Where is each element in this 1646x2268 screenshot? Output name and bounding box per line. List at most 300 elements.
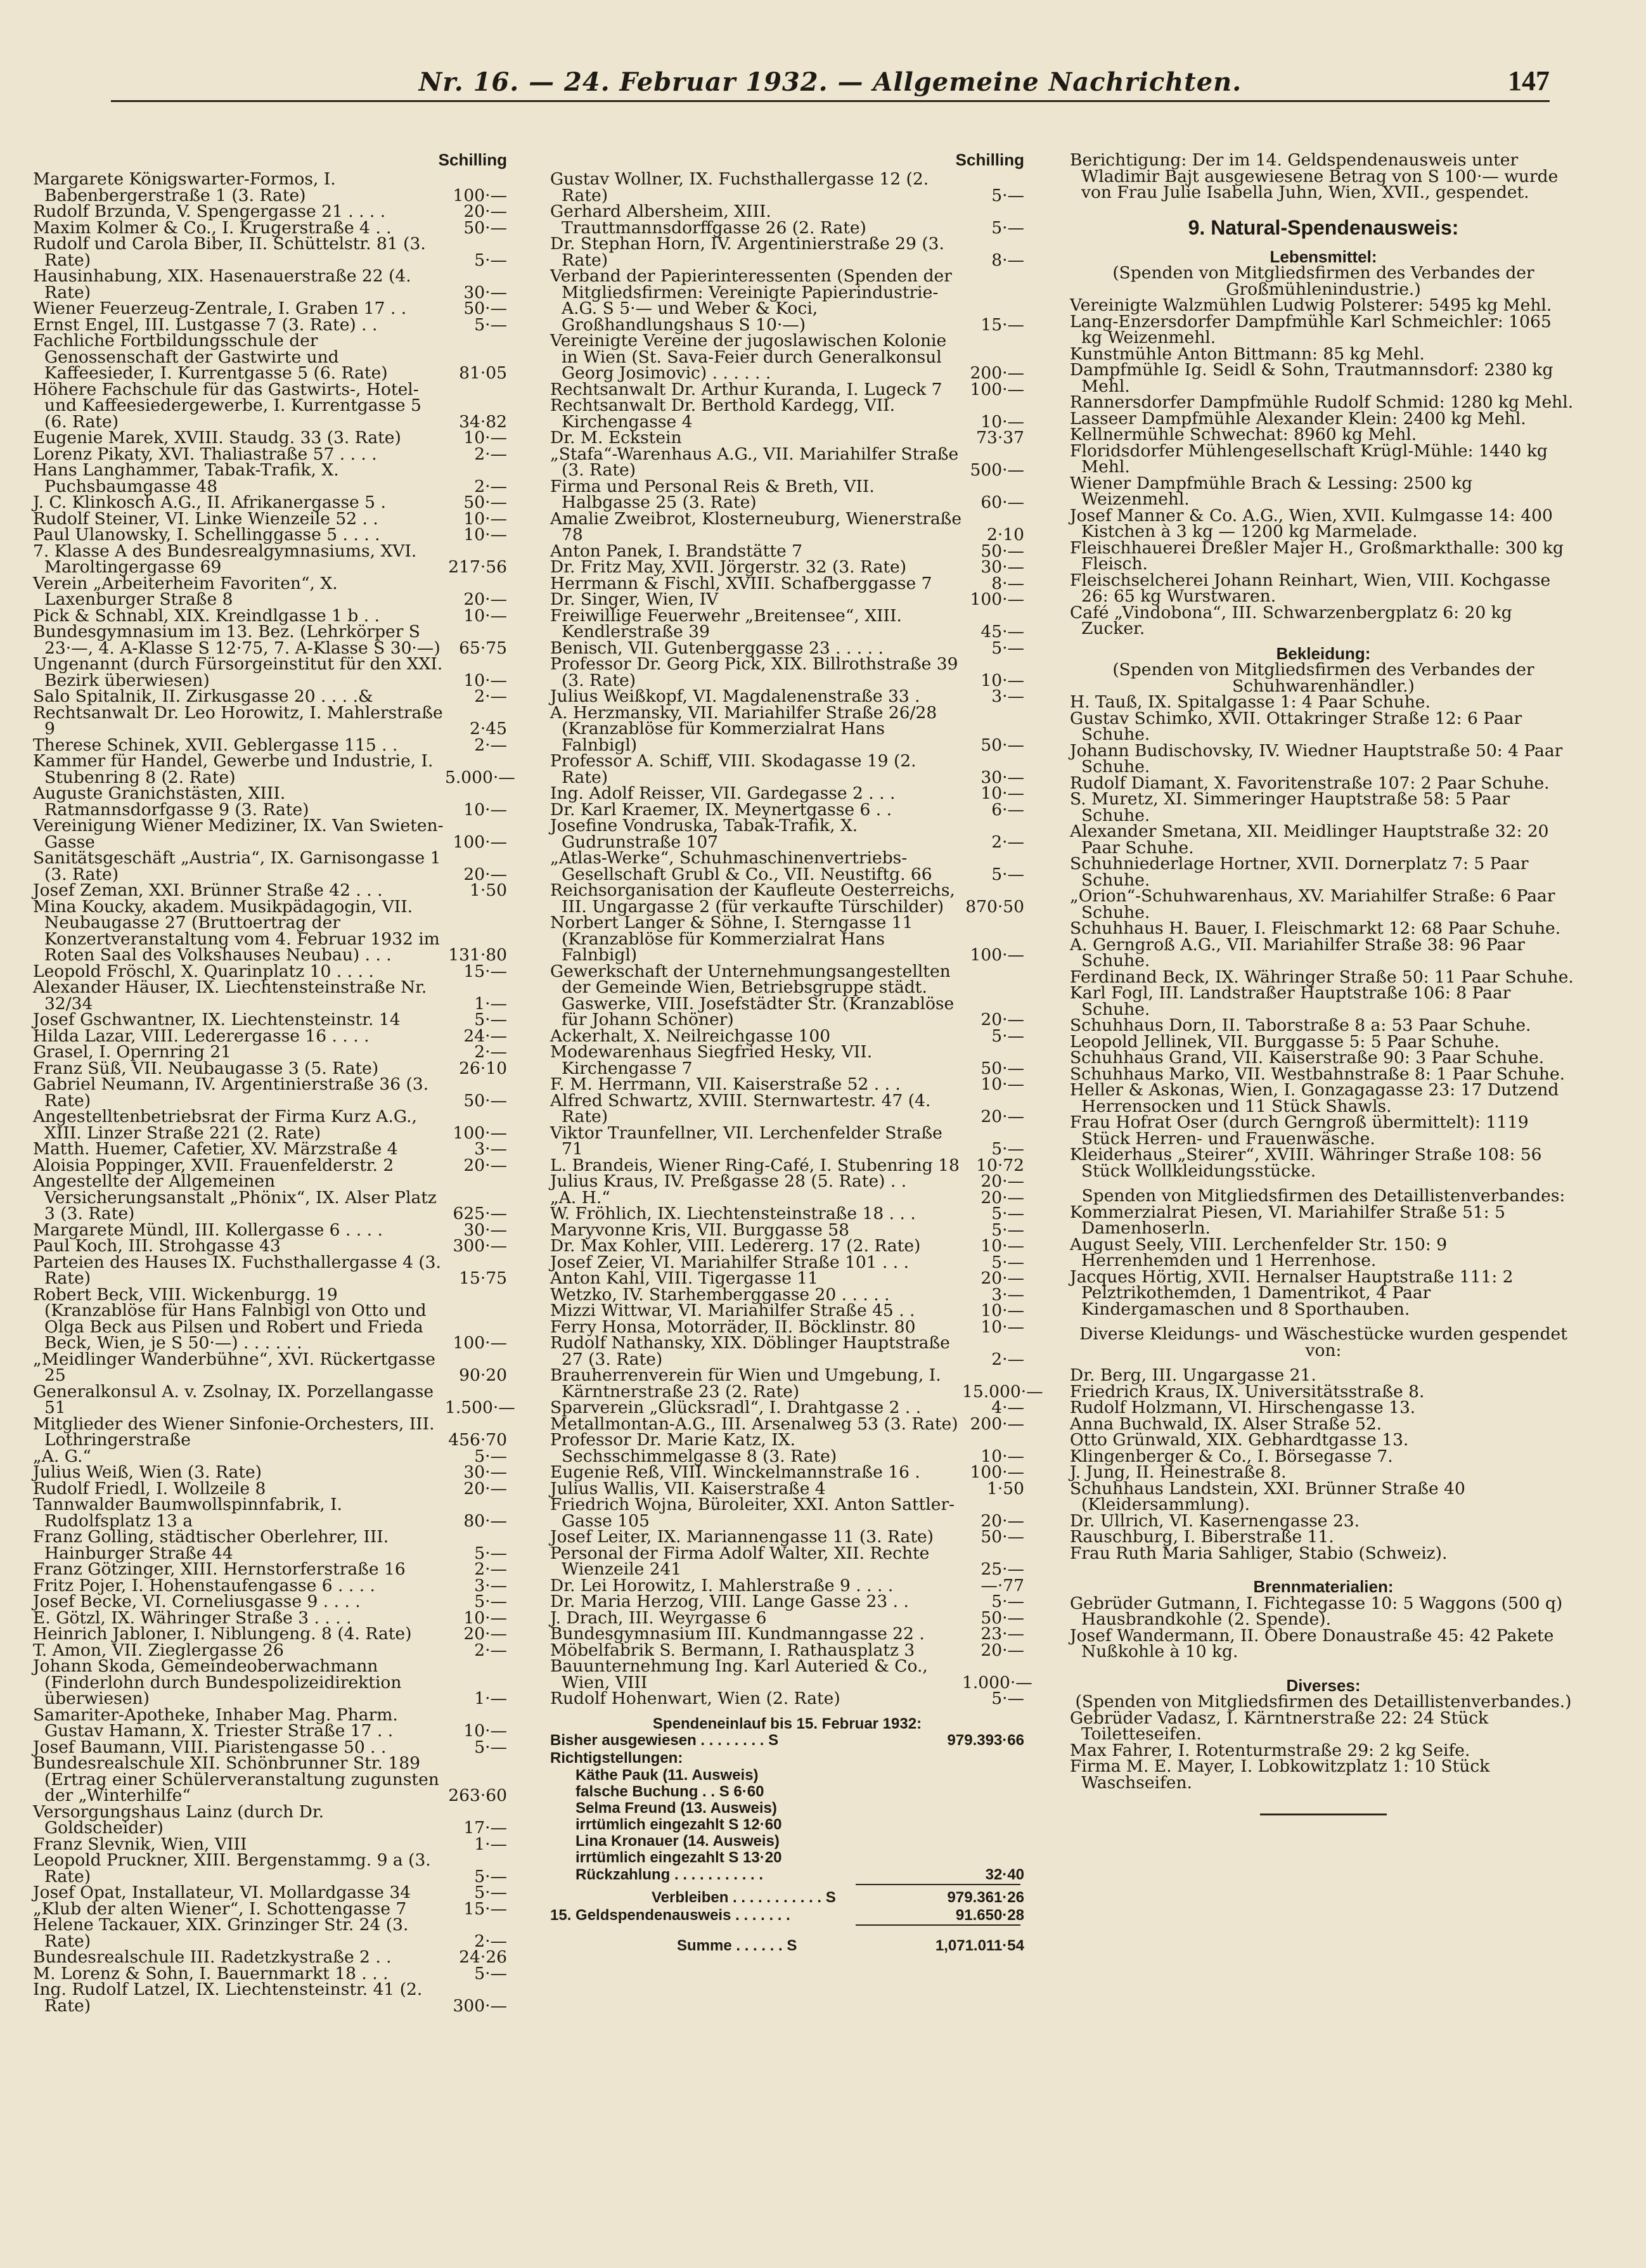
donor-name: Lorenz Pikaty, XVI. Thaliastraße 57 . . . . (33, 444, 377, 464)
donor-name: Franz Götzinger, XIII. Hernstorferstraße 16 (33, 1559, 406, 1579)
donor-name: Rudolf Friedl, I. Wollzeile 8 (33, 1478, 266, 1498)
summary-rueck-label: Rückzahlung . . . . . . . . . . . (575, 1866, 764, 1883)
donor-name: Josef Leiter, IX. Mariannengasse 11 (3. Rate) (550, 1527, 934, 1547)
donation-amount: 90·20 (459, 1365, 507, 1385)
list-item: Gustav Schimko, XVII. Ottakringer Straße 12: 6 Paar Schuhe. (1070, 708, 1522, 744)
donation-amount: 50·— (981, 1058, 1024, 1078)
donor-name: Pick & Schnabl, XIX. Kreindlgasse 1 b . . (33, 605, 380, 626)
donation-entry (550, 1400, 1024, 1416)
header-title: Nr. 16. — 24. Februar 1932. — Allgemeine Nachrichten. (418, 67, 1242, 97)
donation-amount: 1·50 (469, 880, 507, 900)
donation-entry (33, 1141, 507, 1157)
donor-name: Julius Weiß, Wien (3. Rate) (33, 1462, 262, 1482)
donation-entry (33, 1594, 507, 1610)
donor-name: M. Lorenz & Sohn, I. Bauernmarkt 18 . . . (33, 1963, 389, 1983)
lebensmittel-list (1070, 297, 1577, 637)
donation-amount: 3·— (474, 1575, 507, 1595)
donor-name: Josef Gschwantner, IX. Liechtensteinstr. 14 (33, 1010, 401, 1029)
donation-entry (550, 430, 1024, 446)
donation-amount: 2·— (991, 1349, 1024, 1369)
donation-amount: 10·— (463, 525, 507, 544)
donation-entry (33, 1109, 507, 1141)
donation-amount: 50·— (981, 1608, 1024, 1628)
donation-entry (550, 688, 1024, 705)
donation-entry (33, 573, 507, 609)
donor-name: Franz Süß, VII. Neubaugasse 3 (5. Rate) (33, 1058, 379, 1078)
donation-entry (33, 882, 507, 899)
donor-name: Viktor Traunfellner, VII. Lerchenfelder Straße 71 (550, 1123, 942, 1159)
donation-entry (550, 171, 1024, 203)
brenn-list (1070, 1595, 1577, 1660)
donation-amount: 15·75 (459, 1268, 507, 1288)
donation-amount: 300·— (453, 1995, 507, 2016)
donation-amount: 5·— (991, 185, 1024, 205)
donor-name: Johann Skoda, Gemeindeoberwachmann (Finderlohn durch Bundespolizeidirektion überwiesen) (33, 1656, 402, 1708)
donor-name: Rechtsanwalt Dr. Arthur Kuranda, I. Lugeck 7 (550, 379, 942, 399)
donor-name: Firma und Personal Reis & Breth, VII. Halbgasse 25 (3. Rate) (550, 476, 875, 512)
donation-amount: 30·— (463, 1220, 507, 1240)
bekleidung-intro: (Spenden von Mitgliedsfirmen des Verbandes der Schuhwarenhändler.) (1112, 660, 1534, 696)
natural-section-title: 9. Natural-Spendenausweis: (1188, 216, 1459, 239)
donation-amount: 20·— (463, 590, 507, 609)
donor-name: L. Brandeis, Wiener Ring-Café, I. Stubenring 18 (550, 1155, 960, 1175)
donor-name: Gewerkschaft der Unternehmungsangestellten der Gemeinde Wien, Betriebsgruppe städt. Gaswerke, VIII. Josefstädter Str. (Kranzablöse für Johann Schöner) (550, 961, 955, 1029)
list-item: Josef Wandermann, II. Obere Donaustraße 45: 42 Pakete Nußkohle à 10 kg. (1070, 1625, 1554, 1661)
summary-block (550, 1716, 1024, 1956)
bekleidung-list (1070, 694, 1577, 1179)
donor-name: Anton Kahl, VIII. Tigergasse 11 (550, 1268, 818, 1288)
list-item: Schuhhaus Grand, VII. Kaiserstraße 90: 3 Paar Schuhe. (1070, 1048, 1545, 1067)
donor-name: „Atlas-Werke“, Schuhmaschinenvertriebs-Gesellschaft Grubl & Co., VII. Neustiftg. 66 (550, 848, 932, 884)
donation-entry (550, 882, 1024, 915)
donation-amount: 870·50 (965, 896, 1024, 917)
donation-entry (33, 1464, 507, 1481)
list-item: Dr. Ullrich, VI. Kasernengasse 23. (1070, 1511, 1360, 1531)
donor-name: Fachliche Fortbildungsschule der Genossenschaft der Gastwirte und Kaffeesieder, I. Kurrentgasse 5 (6. Rate) (33, 331, 388, 383)
list-item: Kunstmühle Anton Bittmann: 85 kg Mehl. (1070, 344, 1425, 364)
donation-amount: 10·— (981, 1317, 1024, 1337)
donor-name: Dr. Karl Kraemer, IX. Meynertgasse 6 . . (550, 799, 892, 820)
donor-name: Eugenie Marek, XVIII. Staudg. 33 (3. Rate) (33, 428, 401, 448)
donation-entry (33, 203, 507, 220)
donation-amount: 3·— (991, 686, 1024, 706)
donor-name: Professor Dr. Georg Pick, XIX. Billrothstraße 39 (3. Rate) (550, 654, 958, 690)
donor-name: Bundesgymnasium III. Kundmanngasse 22 . (550, 1624, 925, 1644)
donor-name: J. Drach, III. Weyrgasse 6 (550, 1608, 767, 1628)
donor-name: Rudolf Hohenwart, Wien (2. Rate) (550, 1689, 840, 1708)
donation-entry (550, 1173, 1024, 1190)
list-item: Lang-Enzersdorfer Dampfmühle Karl Schmeichler: 1065 kg Weizenmehl. (1070, 311, 1552, 347)
donation-amount: 24·26 (459, 1947, 507, 1967)
donation-amount: 50·— (981, 1527, 1024, 1547)
donor-name: Bundesgymnasium im 13. Bez. (Lehrkörper S 23·—, 4. A-Klasse S 12·75, 7. A-Klasse S 30·—) (33, 622, 440, 658)
donation-amount: 10·— (463, 428, 507, 448)
donation-entry (33, 268, 507, 300)
donation-entry (33, 1755, 507, 1804)
donor-name: Julius Wallis, VII. Kaiserstraße 4 (550, 1478, 826, 1498)
donation-entry (550, 785, 1024, 802)
donation-entry (550, 1090, 1024, 1126)
donation-entry (550, 1365, 1043, 1401)
donation-amount: 100·— (970, 590, 1024, 609)
column-2-head: Schilling (955, 150, 1024, 169)
lebensmittel-title: Lebensmittel: (1270, 247, 1377, 266)
detail-list (1070, 1204, 1577, 1318)
donation-amount: 200·— (970, 363, 1024, 383)
donor-name: F. M. Herrmann, VII. Kaiserstraße 52 . . . (550, 1074, 901, 1094)
donation-amount: 2·— (474, 444, 507, 464)
donor-name: „Stafa“-Warenhaus A.G., VII. Mariahilfer Straße (3. Rate) (550, 444, 959, 480)
donation-amount: 200·— (970, 1414, 1024, 1434)
donor-name: Hans Langhammer, Tabak-Trafik, X. Puchsbaumgasse 48 (33, 460, 339, 496)
donation-entry (33, 300, 507, 317)
list-item: Karl Fogl, III. Landstraßer Hauptstraße 106: 8 Paar Schuhe. (1070, 983, 1511, 1019)
donation-amount: 10·— (463, 605, 507, 626)
list-item: Wiener Dampfmühle Brach & Lessing: 2500 kg Weizenmehl. (1070, 473, 1473, 509)
donor-name: Rudolf Brzunda, V. Spengergasse 21 . . . . (33, 202, 386, 221)
summary-ausweis (550, 1907, 1024, 1924)
donation-entry (33, 785, 507, 818)
donation-amount: 15·— (463, 1898, 507, 1919)
donation-amount: 81·05 (459, 363, 507, 383)
list-item: Kommerzialrat Piesen, VI. Mariahilfer Straße 51: 5 Damenhoserln. (1070, 1202, 1506, 1238)
donation-entry (33, 702, 507, 738)
donation-entry (550, 1464, 1024, 1481)
donation-amount: 17·— (463, 1818, 507, 1838)
donation-entry (550, 1497, 1024, 1529)
donation-amount: 65·75 (459, 638, 507, 658)
list-item: Rudolf Holzmann, VI. Hirschengasse 13. (1070, 1398, 1416, 1417)
correction-line (550, 1833, 1024, 1850)
donation-entry (33, 1238, 507, 1254)
donation-amount: 20·— (981, 1010, 1024, 1029)
donor-name: J. C. Klinkosch A.G., II. Afrikanergasse 5 . (33, 493, 386, 512)
donor-name: „A. H.“ (550, 1187, 610, 1208)
donation-entry (550, 236, 1024, 268)
column-3 (1070, 152, 1577, 1815)
donation-amount: 100·— (970, 1462, 1024, 1482)
donation-amount: 217·56 (448, 557, 507, 577)
donor-name: E. Götzl, IX. Währinger Straße 3 . . . . (33, 1608, 352, 1628)
donation-amount: 20·— (981, 1511, 1024, 1531)
donor-name: W. Fröhlich, IX. Liechtensteinstraße 18 . . . (550, 1204, 916, 1223)
donor-name: Fritz Pojer, I. Hohenstaufengasse 6 . . . . (33, 1575, 375, 1595)
page-number: 147 (1508, 65, 1550, 96)
donation-entry (550, 268, 1024, 333)
donation-entry (550, 1545, 1024, 1578)
donation-amount: 2·— (991, 832, 1024, 852)
donor-name: Grasel, I. Opernring 21 (33, 1042, 231, 1062)
correction-line (550, 1784, 1024, 1800)
donation-amount: 5·— (991, 1026, 1024, 1046)
donation-amount: 100·— (970, 945, 1024, 965)
diverses-intro: (Spenden von Mitgliedsfirmen des Detaillistenverbandes.) (1075, 1692, 1572, 1711)
donation-entry (33, 1949, 507, 1966)
donation-entry (33, 688, 507, 705)
donor-name: Auguste Granichstästen, XIII. Ratmannsdorfgasse 9 (3. Rate) (33, 783, 309, 820)
donor-name: Josef Baumann, VIII. Piaristengasse 50 . . (33, 1737, 387, 1757)
correction-text: irrtümlich eingezahlt S 12·60 (575, 1816, 782, 1833)
donation-entry (550, 818, 1024, 850)
donation-entry (33, 462, 507, 494)
correction-line (550, 1850, 1024, 1866)
corrections-heading: Richtigstellungen: (550, 1749, 683, 1767)
donor-name: Metallmontan-A.G., III. Arsenalweg 53 (3. Rate) (550, 1414, 958, 1434)
donor-name: Dr. Fritz May, XVII. Jörgerstr. 32 (3. Rate) (550, 557, 907, 577)
donor-name: Josef Opat, Installateur, VI. Mollardgasse 34 (33, 1883, 411, 1902)
list-item: Schuhhaus Landstein, XXI. Brünner Straße 40 (Kleidersammlung). (1070, 1478, 1465, 1514)
column-2 (550, 150, 1043, 1955)
donation-amount: 5·— (474, 314, 507, 335)
donor-name: Ing. Rudolf Latzel, IX. Liechtensteinstr. 41 (2. Rate) (33, 1980, 423, 2016)
donation-amount: 2·45 (469, 719, 507, 738)
column-2-entries (550, 169, 1043, 1708)
donor-name: Reichsorganisation der Kaufleute Oesterreichs, III. Ungargasse 2 (für verkaufte Türschilder) (550, 880, 955, 917)
donor-name: Kammer für Handel, Gewerbe und Industrie, I. Stubenring 8 (2. Rate) (33, 751, 434, 787)
donor-name: Leopold Pruckner, XIII. Bergenstammg. 9 a (3. Rate) (33, 1850, 431, 1886)
donation-entry (33, 818, 507, 850)
donation-amount: 300·— (453, 1236, 507, 1256)
donation-amount: 2·— (474, 476, 507, 496)
donation-amount: 2·— (474, 1640, 507, 1660)
donor-name: Anton Panek, I. Brandstätte 7 (550, 541, 802, 561)
donation-amount: 24·— (463, 1026, 507, 1046)
donation-entry (33, 543, 507, 576)
diverses-list (1070, 1710, 1577, 1791)
donation-amount: 5·— (474, 1592, 507, 1611)
donor-name: „Meidlinger Wanderbühne“, XVI. Rückertgasse 25 (33, 1349, 435, 1385)
donor-name: Professor Dr. Marie Katz, IX. Sechsschimmelgasse 8 (3. Rate) (550, 1430, 837, 1466)
donor-name: Vereinigung Wiener Mediziner, IX. Van Swieten-Gasse (33, 816, 444, 852)
donor-name: Gustav Wollner, IX. Fuchsthallergasse 12 (2. Rate) (550, 169, 929, 205)
donation-amount: 263·60 (448, 1786, 507, 1805)
donor-name: Herrmann & Fischl, XVIII. Schafberggasse 7 (550, 573, 932, 593)
donor-name: Bundesrealschule XII. Schönbrunner Str. 189 (Ertrag einer Schülerveranstaltung zugunsten der „Winterhilfe“ (33, 1753, 439, 1805)
donor-name: Franz Slevnik, Wien, VIII (33, 1834, 247, 1854)
donation-entry (550, 1432, 1024, 1464)
donation-entry (550, 1594, 1024, 1610)
donor-name: Ing. Adolf Reisser, VII. Gardegasse 2 . . . (550, 783, 896, 803)
summary-summe-value: 1,071.011·54 (935, 1937, 1024, 1954)
donor-name: „Klub der alten Wiener“, I. Schottengasse 7 (33, 1898, 407, 1919)
donation-amount: 5·— (991, 1592, 1024, 1611)
donor-name: Sparverein „Glücksradl“, I. Drahtgasse 2 . . (550, 1398, 922, 1417)
donation-entry (550, 559, 1024, 576)
donation-amount: 23·— (981, 1624, 1024, 1644)
donation-entry (550, 1206, 1024, 1222)
donation-amount: —·77 (981, 1575, 1024, 1595)
donation-entry (550, 1270, 1024, 1287)
donation-entry (550, 605, 1024, 641)
donation-amount: 30·— (981, 557, 1024, 577)
donor-name: Höhere Fachschule für das Gastwirts-, Hotel- und Kaffeesiedergewerbe, I. Kurrentgasse 5 (6. Rate) (33, 379, 421, 432)
donor-name: Dr. Maria Herzog, VIII. Lange Gasse 23 . . (550, 1592, 909, 1611)
donation-entry (33, 1044, 507, 1060)
donation-amount: 5·— (991, 1689, 1024, 1708)
donor-name: Mina Koucky, akadem. Musikpädagogin, VII. Neubaugasse 27 (Bruttoertrag der Konzertveranstaltung vom 4. Februar 1932 im Roten Saal des Volkshauses Neubau) . . . (33, 896, 440, 965)
donation-amount: 10·— (463, 1721, 507, 1741)
donation-amount: 2·— (474, 686, 507, 706)
donation-amount: 30·— (463, 282, 507, 302)
list-item: Floridsdorfer Mühlengesellschaft Krügl-Mühle: 1440 kg Mehl. (1070, 441, 1548, 477)
donation-entry (33, 896, 507, 965)
corrections-list (550, 1767, 1024, 1866)
donation-amount: 2·— (474, 1042, 507, 1062)
list-item: Café „Vindobona“, III. Schwarzenbergplatz 6: 20 kg Zucker. (1070, 602, 1512, 638)
donation-amount: 20·— (463, 1624, 507, 1644)
list-item: Gebrüder Vadasz, I. Kärntnerstraße 22: 24 Stück Toiletteseifen. (1070, 1708, 1489, 1744)
donation-amount: 26·10 (459, 1058, 507, 1078)
donor-name: Brauherrenverein für Wien und Umgebung, I. Kärntnerstraße 23 (2. Rate) (550, 1365, 941, 1401)
donation-amount: 1·— (474, 1689, 507, 1708)
donation-amount: 73·37 (976, 428, 1024, 448)
donation-amount: 50·— (981, 735, 1024, 755)
list-item: Friedrich Kraus, IX. Universitätsstraße 8. (1070, 1381, 1425, 1401)
donation-amount: 10·— (981, 1301, 1024, 1320)
donor-name: Personal der Firma Adolf Walter, XII. Rechte Wienzeile 241 (550, 1543, 930, 1579)
donation-amount: 2·— (474, 1559, 507, 1579)
donation-entry (550, 508, 1024, 544)
donation-entry (33, 379, 507, 432)
donor-name: A. Herzmansky, VII. Mariahilfer Straße 26/28 (Kranzablöse für Kommerzialrat Hans Falnbigl) (550, 702, 937, 755)
donor-name: Hilda Lazar, VIII. Lederergasse 16 . . . . (33, 1026, 370, 1046)
list-item: Jacques Hörtig, XVII. Hernalser Hauptstraße 111: 2 Pelztrikothemden, 1 Damentrikot, 4 Paar Kindergamaschen und 8 Sporthauben. (1070, 1266, 1514, 1319)
donor-name: Mizzi Wittwar, VI. Mariahilfer Straße 45 . . (550, 1301, 915, 1320)
list-item: Gebrüder Gutmann, I. Fichtegasse 10: 5 Waggons (500 q) Hausbrandkohle (2. Spende). (1070, 1593, 1563, 1629)
donation-amount: 30·— (463, 1462, 507, 1482)
donation-amount: 2·— (474, 735, 507, 755)
donor-name: Josef Zeier, VI. Mariahilfer Straße 101 . . . (550, 1252, 910, 1272)
donation-entry (33, 1351, 507, 1384)
donor-name: Verband der Papierinteressenten (Spenden der Mitgliedsfirmen: Vereinigte Papierindustrie-A.G. S 5·— und Weber & Koci, Großhandlungshaus S 10·—) (550, 266, 952, 335)
correction-text: Käthe Pauk (11. Ausweis) (575, 1767, 759, 1784)
list-item: Ferdinand Beck, IX. Währinger Straße 50: 11 Paar Schuhe. (1070, 967, 1574, 987)
summary-bisher-label: Bisher ausgewiesen . . . . . . . . S (550, 1732, 779, 1749)
list-item: Leopold Jellinek, VII. Burggasse 5: 5 Paar Schuhe. (1070, 1031, 1500, 1052)
correction-note: Berichtigung: Der im 14. Geldspendenausweis unter Wladimir Bajt ausgewiesene Betrag von S 100·— wurde von Frau Julie Isabella Juhn, Wien, XVII., gespendet. (1070, 150, 1559, 202)
list-item: A. Gerngroß A.G., VII. Mariahilfer Straße 38: 96 Paar Schuhe. (1070, 934, 1525, 970)
summary-verbl-label: Verbleiben . . . . . . . . . . . S (652, 1889, 836, 1906)
donation-entry (33, 1529, 507, 1561)
donation-amount: 5.000·— (445, 767, 515, 787)
donor-name: Ungenannt (durch Fürsorgeinstitut für den XXI. Bezirk überwiesen) (33, 654, 443, 690)
list-item: Dampfmühle Ig. Seidl & Sohn, Trautmannsdorf: 2380 kg Mehl. (1070, 360, 1553, 396)
donor-name: Vereinigte Vereine der jugoslawischen Kolonie in Wien (St. Sava-Feier durch Generalkonsul Georg Josimovic) . . . . . . (550, 331, 947, 383)
donor-name: Matth. Huemer, Cafetier, XV. Märzstraße 4 (33, 1139, 398, 1159)
donation-amount: 10·— (463, 1608, 507, 1628)
donation-entry (33, 624, 507, 656)
donation-amount: 10·— (981, 1236, 1024, 1256)
donor-name: Mitglieder des Wiener Sinfonie-Orchesters, III. Lothringerstraße (33, 1414, 435, 1450)
donation-amount: 100·— (453, 832, 507, 852)
donor-name: Julius Weißkopf, VI. Magdalenenstraße 33 . (550, 686, 920, 706)
summary-summe (550, 1937, 1024, 1955)
donation-amount: 10·— (981, 411, 1024, 432)
donor-name: Eugenie Reß, VIII. Winckelmannstraße 16 . (550, 1462, 920, 1482)
donor-name: Versorgungshaus Lainz (durch Dr. Goldscheider) (33, 1801, 325, 1838)
donation-amount: 20·— (463, 202, 507, 221)
donation-amount: 100·— (453, 185, 507, 205)
correction-text: Selma Freund (13. Ausweis) (575, 1800, 777, 1817)
donation-entry (33, 236, 507, 268)
donation-amount: 8·— (991, 250, 1024, 270)
list-item: Johann Budischovsky, IV. Wiedner Hauptstraße 50: 4 Paar Schuhe. (1070, 740, 1563, 776)
list-item: Kellnermühle Schwechat: 8960 kg Mehl. (1070, 425, 1417, 444)
donation-amount: 10·— (463, 508, 507, 529)
donation-amount: 100·— (970, 379, 1024, 399)
donation-amount: 20·— (463, 1155, 507, 1175)
donation-entry (550, 1529, 1024, 1545)
list-item: Rauschburg, I. Biberstraße 11. (1070, 1527, 1334, 1547)
donor-name: Generalkonsul A. v. Zsolnay, IX. Porzellangasse 51 (33, 1381, 434, 1417)
donor-name: Norbert Langer & Söhne, I. Sterngasse 11 (Kranzablöse für Kommerzialrat Hans Falnbigl) (550, 913, 913, 965)
donation-amount: 4·— (991, 1398, 1024, 1417)
lebensmittel-intro: (Spenden von Mitgliedsfirmen des Verbandes der Großmühlenindustrie.) (1112, 263, 1534, 299)
donation-entry (33, 1658, 507, 1707)
diverse-kleid-intro: Diverse Kleidungs- und Wäschestücke wurden gespendet von: (1079, 1324, 1567, 1360)
summary-rule-2 (856, 1924, 1020, 1926)
list-item: Anna Buchwald, IX. Alser Straße 52. (1070, 1414, 1382, 1434)
list-item: Otto Grünwald, XIX. Gebhardtgasse 13. (1070, 1430, 1409, 1450)
donation-entry (33, 1076, 507, 1109)
donation-amount: 10·— (463, 799, 507, 820)
donation-entry (33, 1173, 507, 1222)
donation-entry (33, 1012, 507, 1028)
donation-entry (550, 591, 1024, 608)
donor-name: Dr. Lei Horowitz, I. Mahlerstraße 9 . . . . (550, 1575, 894, 1595)
donation-amount: 500·— (970, 460, 1024, 480)
donation-entry (33, 1704, 507, 1741)
donor-name: Dr. Max Kohler, VIII. Ledererg. 17 (2. Rate) (550, 1236, 921, 1256)
diverse-kleid-list (1070, 1367, 1577, 1561)
list-item: Kleiderhaus „Steirer“, XVIII. Währinger Straße 108: 56 Stück Wollkleidungsstücke. (1070, 1145, 1542, 1181)
correction-line (550, 1800, 1024, 1817)
donation-entry (33, 171, 507, 203)
donation-entry (33, 1852, 507, 1885)
list-item: Fleischhauerei Dreßler Majer H., Großmarkthalle: 300 kg Fleisch. (1070, 538, 1564, 574)
donation-amount: 5·— (474, 1010, 507, 1029)
donation-entry (33, 1561, 507, 1578)
correction-line (550, 1817, 1024, 1833)
donation-amount: 20·— (981, 1171, 1024, 1191)
donation-amount: 625·— (453, 1204, 507, 1223)
donor-name: Robert Beck, VIII. Wickenburgg. 19 (Kranzablöse für Hans Falnbigl von Otto und Olga Beck aus Pilsen und Robert und Frieda Beck, Wien, je S 50·—) . . . . . . (33, 1284, 427, 1353)
donation-entry (550, 963, 1024, 1028)
donor-name: Wiener Feuerzeug-Zentrale, I. Graben 17 . . (33, 299, 407, 318)
donation-amount: 100·— (453, 1123, 507, 1143)
donor-name: Bauunternehmung Ing. Karl Auteried & Co., Wien, VIII (550, 1656, 928, 1692)
list-item: Alexander Smetana, XII. Meidlinger Hauptstraße 32: 20 Paar Schuhe. (1070, 822, 1549, 858)
donation-entry (550, 753, 1024, 785)
donation-amount: 45·— (981, 622, 1024, 641)
brenn-title: Brennmaterialien: (1253, 1577, 1394, 1596)
donor-name: Rudolf und Carola Biber, II. Schüttelstr. 81 (3. Rate) (33, 234, 426, 270)
summary-bisher-value: 979.393·66 (947, 1732, 1024, 1749)
donor-name: Dr. M. Eckstein (550, 428, 682, 448)
donor-name: Verein „Arbeiterheim Favoriten“, X. Laxenburger Straße 8 (33, 573, 338, 609)
donor-name: Friedrich Wojna, Büroleiter, XXI. Anton Sattler-Gasse 105 (550, 1495, 955, 1531)
summary-ausweis-value: 91.650·28 (955, 1907, 1024, 1924)
donor-name: 7. Klasse A des Bundesrealgymnasiums, XVI. Maroltingergasse 69 (33, 541, 417, 577)
list-item: Firma M. E. Mayer, I. Lobkowitzplatz 1: 10 Stück Waschseifen. (1070, 1756, 1490, 1793)
donation-amount: 5·— (474, 1883, 507, 1902)
donor-name: Therese Schinek, XVII. Geblergasse 115 . . (33, 735, 398, 755)
summary-verbl (550, 1889, 1024, 1907)
donation-amount: 1·50 (986, 1478, 1024, 1498)
donation-amount: 1·— (474, 1834, 507, 1854)
donation-amount: 60·— (981, 493, 1024, 512)
donation-entry (33, 1254, 507, 1287)
